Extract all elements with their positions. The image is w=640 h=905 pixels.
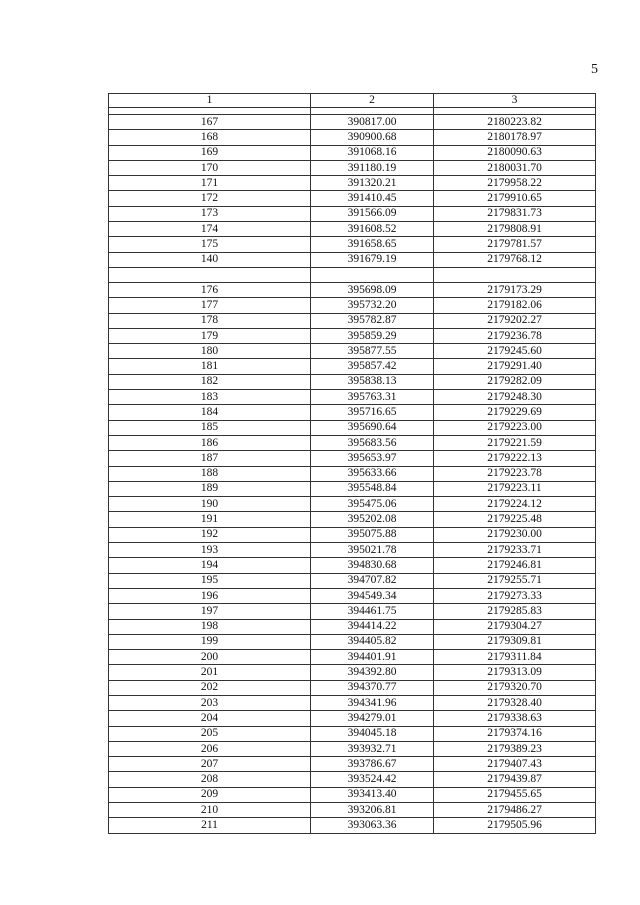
x-coordinate-cell: 391679.19: [311, 252, 434, 267]
table-row: [109, 481, 596, 496]
table-row: [109, 313, 596, 328]
table-row: [109, 206, 596, 221]
point-number-cell: 193: [109, 543, 311, 558]
coordinates-table-body: [109, 94, 596, 834]
table-row: [109, 787, 596, 802]
point-number-cell: 170: [109, 160, 311, 175]
table-row: [109, 711, 596, 726]
point-number-cell: 205: [109, 726, 311, 741]
x-coordinate-cell: 395732.20: [311, 298, 434, 313]
table-row: [109, 466, 596, 481]
point-number-cell: 172: [109, 191, 311, 206]
table-row: [109, 390, 596, 405]
point-number-cell: 202: [109, 680, 311, 695]
table-row: [109, 497, 596, 512]
x-coordinate-cell: 395763.31: [311, 390, 434, 405]
point-number-cell: 196: [109, 588, 311, 603]
table-row: [109, 145, 596, 160]
point-number-cell: 191: [109, 512, 311, 527]
separator-cell: [109, 267, 311, 282]
point-number-cell: 206: [109, 741, 311, 756]
x-coordinate-cell: 393413.40: [311, 787, 434, 802]
x-coordinate-cell: 395877.55: [311, 344, 434, 359]
y-coordinate-cell: 2179309.81: [434, 634, 596, 649]
point-number-cell: 140: [109, 252, 311, 267]
y-coordinate-cell: 2179221.59: [434, 435, 596, 450]
point-number-cell: 188: [109, 466, 311, 481]
y-coordinate-cell: 2180031.70: [434, 160, 596, 175]
y-coordinate-cell: 2179223.78: [434, 466, 596, 481]
x-coordinate-cell: 391658.65: [311, 237, 434, 252]
table-row: [109, 420, 596, 435]
table-row: [109, 328, 596, 343]
y-coordinate-cell: 2179202.27: [434, 313, 596, 328]
table-row: [109, 252, 596, 267]
y-coordinate-cell: 2179374.16: [434, 726, 596, 741]
x-coordinate-cell: 394549.34: [311, 588, 434, 603]
point-number-cell: 167: [109, 115, 311, 130]
point-number-cell: 197: [109, 604, 311, 619]
point-number-cell: 192: [109, 527, 311, 542]
y-coordinate-cell: 2179291.40: [434, 359, 596, 374]
point-number-cell: 201: [109, 665, 311, 680]
y-coordinate-cell: 2179223.11: [434, 481, 596, 496]
y-coordinate-cell: 2179505.96: [434, 818, 596, 833]
table-row: [109, 115, 596, 130]
spacer-cell: [311, 108, 434, 115]
x-coordinate-cell: 393932.71: [311, 741, 434, 756]
y-coordinate-cell: 2179273.33: [434, 588, 596, 603]
x-coordinate-cell: 395857.42: [311, 359, 434, 374]
table-row: [109, 757, 596, 772]
x-coordinate-cell: 391320.21: [311, 176, 434, 191]
point-number-cell: 177: [109, 298, 311, 313]
x-coordinate-cell: 394707.82: [311, 573, 434, 588]
y-coordinate-cell: 2179808.91: [434, 222, 596, 237]
x-coordinate-cell: 391608.52: [311, 222, 434, 237]
y-coordinate-cell: 2180178.97: [434, 130, 596, 145]
table-row: [109, 451, 596, 466]
point-number-cell: 171: [109, 176, 311, 191]
point-number-cell: 185: [109, 420, 311, 435]
y-coordinate-cell: 2179320.70: [434, 680, 596, 695]
y-coordinate-cell: 2179486.27: [434, 803, 596, 818]
point-number-cell: 204: [109, 711, 311, 726]
y-coordinate-cell: 2180223.82: [434, 115, 596, 130]
x-coordinate-cell: 395548.84: [311, 481, 434, 496]
x-coordinate-cell: 395716.65: [311, 405, 434, 420]
x-coordinate-cell: 395075.88: [311, 527, 434, 542]
x-coordinate-cell: 395690.64: [311, 420, 434, 435]
table-row: [109, 527, 596, 542]
table-row: [109, 680, 596, 695]
x-coordinate-cell: 391410.45: [311, 191, 434, 206]
x-coordinate-cell: 395683.56: [311, 435, 434, 450]
y-coordinate-cell: 2179248.30: [434, 390, 596, 405]
y-coordinate-cell: 2179222.13: [434, 451, 596, 466]
coordinates-table: [108, 93, 596, 834]
table-row: [109, 695, 596, 710]
table-row: [109, 726, 596, 741]
table-row: [109, 222, 596, 237]
point-number-cell: 208: [109, 772, 311, 787]
x-coordinate-cell: 393206.81: [311, 803, 434, 818]
y-coordinate-cell: 2179439.87: [434, 772, 596, 787]
column-header-2: 2: [311, 94, 434, 108]
x-coordinate-cell: 394401.91: [311, 650, 434, 665]
table-row: [109, 176, 596, 191]
point-number-cell: 203: [109, 695, 311, 710]
point-number-cell: 183: [109, 390, 311, 405]
table-row: [109, 160, 596, 175]
y-coordinate-cell: 2179285.83: [434, 604, 596, 619]
x-coordinate-cell: 395838.13: [311, 374, 434, 389]
point-number-cell: 190: [109, 497, 311, 512]
table-row: [109, 604, 596, 619]
column-header-3: 3: [434, 94, 596, 108]
point-number-cell: 198: [109, 619, 311, 634]
table-row: [109, 650, 596, 665]
column-header-1: 1: [109, 94, 311, 108]
x-coordinate-cell: 393524.42: [311, 772, 434, 787]
table-row: [109, 374, 596, 389]
point-number-cell: 195: [109, 573, 311, 588]
y-coordinate-cell: 2179338.63: [434, 711, 596, 726]
y-coordinate-cell: 2179389.23: [434, 741, 596, 756]
y-coordinate-cell: 2179236.78: [434, 328, 596, 343]
x-coordinate-cell: 394461.75: [311, 604, 434, 619]
spacer-cell: [434, 108, 596, 115]
y-coordinate-cell: 2179245.60: [434, 344, 596, 359]
y-coordinate-cell: 2179781.57: [434, 237, 596, 252]
x-coordinate-cell: 394414.22: [311, 619, 434, 634]
point-number-cell: 168: [109, 130, 311, 145]
y-coordinate-cell: 2179225.48: [434, 512, 596, 527]
table-row: [109, 543, 596, 558]
y-coordinate-cell: 2179230.00: [434, 527, 596, 542]
point-number-cell: 174: [109, 222, 311, 237]
y-coordinate-cell: 2179910.65: [434, 191, 596, 206]
x-coordinate-cell: 395475.06: [311, 497, 434, 512]
point-number-cell: 209: [109, 787, 311, 802]
point-number-cell: 194: [109, 558, 311, 573]
y-coordinate-cell: 2179407.43: [434, 757, 596, 772]
point-number-cell: 179: [109, 328, 311, 343]
y-coordinate-cell: 2179223.00: [434, 420, 596, 435]
y-coordinate-cell: 2179768.12: [434, 252, 596, 267]
table-row: [109, 359, 596, 374]
x-coordinate-cell: 395633.66: [311, 466, 434, 481]
x-coordinate-cell: 394279.01: [311, 711, 434, 726]
point-number-cell: 181: [109, 359, 311, 374]
y-coordinate-cell: 2179255.71: [434, 573, 596, 588]
x-coordinate-cell: 390900.68: [311, 130, 434, 145]
y-coordinate-cell: 2179233.71: [434, 543, 596, 558]
x-coordinate-cell: 394392.80: [311, 665, 434, 680]
table-row: [109, 191, 596, 206]
table-row: [109, 573, 596, 588]
point-number-cell: 169: [109, 145, 311, 160]
table-row: [109, 130, 596, 145]
table-row: [109, 634, 596, 649]
y-coordinate-cell: 2179455.65: [434, 787, 596, 802]
x-coordinate-cell: 394045.18: [311, 726, 434, 741]
y-coordinate-cell: 2179246.81: [434, 558, 596, 573]
spacer-cell: [109, 108, 311, 115]
table-row: [109, 741, 596, 756]
x-coordinate-cell: 395859.29: [311, 328, 434, 343]
separator-cell: [311, 267, 434, 282]
y-coordinate-cell: 2179229.69: [434, 405, 596, 420]
table-row: [109, 405, 596, 420]
y-coordinate-cell: 2179831.73: [434, 206, 596, 221]
table-row: [109, 818, 596, 833]
y-coordinate-cell: 2180090.63: [434, 145, 596, 160]
table-row: [109, 588, 596, 603]
y-coordinate-cell: 2179304.27: [434, 619, 596, 634]
point-number-cell: 200: [109, 650, 311, 665]
x-coordinate-cell: 394341.96: [311, 695, 434, 710]
y-coordinate-cell: 2179313.09: [434, 665, 596, 680]
point-number-cell: 210: [109, 803, 311, 818]
page-number: 5: [591, 62, 598, 77]
y-coordinate-cell: 2179958.22: [434, 176, 596, 191]
y-coordinate-cell: 2179311.84: [434, 650, 596, 665]
y-coordinate-cell: 2179173.29: [434, 282, 596, 297]
block-separator-row: [109, 267, 596, 282]
point-number-cell: 211: [109, 818, 311, 833]
table-row: [109, 512, 596, 527]
point-number-cell: 180: [109, 344, 311, 359]
point-number-cell: 173: [109, 206, 311, 221]
x-coordinate-cell: 394370.77: [311, 680, 434, 695]
x-coordinate-cell: 391068.16: [311, 145, 434, 160]
table-row: [109, 344, 596, 359]
separator-cell: [434, 267, 596, 282]
x-coordinate-cell: 395202.08: [311, 512, 434, 527]
y-coordinate-cell: 2179282.09: [434, 374, 596, 389]
x-coordinate-cell: 393063.36: [311, 818, 434, 833]
table-row: [109, 237, 596, 252]
x-coordinate-cell: 395653.97: [311, 451, 434, 466]
table-row: [109, 298, 596, 313]
x-coordinate-cell: 390817.00: [311, 115, 434, 130]
point-number-cell: 189: [109, 481, 311, 496]
point-number-cell: 199: [109, 634, 311, 649]
table-row: [109, 772, 596, 787]
x-coordinate-cell: 391180.19: [311, 160, 434, 175]
point-number-cell: 175: [109, 237, 311, 252]
x-coordinate-cell: 394830.68: [311, 558, 434, 573]
table-row: [109, 619, 596, 634]
x-coordinate-cell: 391566.09: [311, 206, 434, 221]
table-row: [109, 435, 596, 450]
table-row: [109, 665, 596, 680]
x-coordinate-cell: 395698.09: [311, 282, 434, 297]
point-number-cell: 187: [109, 451, 311, 466]
table-header-row: [109, 94, 596, 108]
point-number-cell: 184: [109, 405, 311, 420]
point-number-cell: 182: [109, 374, 311, 389]
point-number-cell: 186: [109, 435, 311, 450]
x-coordinate-cell: 395782.87: [311, 313, 434, 328]
y-coordinate-cell: 2179328.40: [434, 695, 596, 710]
point-number-cell: 207: [109, 757, 311, 772]
point-number-cell: 178: [109, 313, 311, 328]
y-coordinate-cell: 2179182.06: [434, 298, 596, 313]
point-number-cell: 176: [109, 282, 311, 297]
x-coordinate-cell: 395021.78: [311, 543, 434, 558]
header-spacer-row: [109, 108, 596, 115]
table-row: [109, 803, 596, 818]
table-row: [109, 558, 596, 573]
y-coordinate-cell: 2179224.12: [434, 497, 596, 512]
table-row: [109, 282, 596, 297]
x-coordinate-cell: 394405.82: [311, 634, 434, 649]
x-coordinate-cell: 393786.67: [311, 757, 434, 772]
